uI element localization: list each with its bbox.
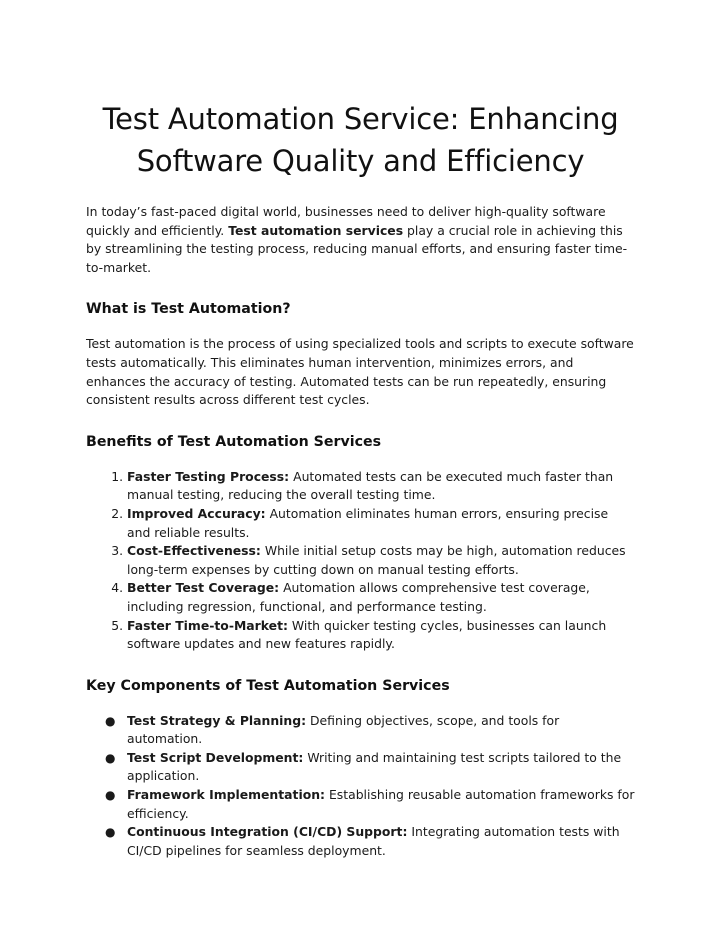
- list-item: [105, 786, 635, 823]
- intro-text-start: In today’s fast-paced digital world, businesses need to deliver high-quality software quickly and efficiently.: [86, 204, 606, 238]
- list-item-term: Framework Implementation:: [127, 787, 326, 803]
- intro-bold-text: Test automation services: [228, 222, 404, 238]
- section-heading-key-components: Key Components of Test Automation Services: [86, 677, 450, 694]
- list-item-term: Faster Testing Process:: [127, 468, 290, 484]
- list-item-text: With quicker testing cycles, businesses can launch software updates and new features rapidly.: [127, 617, 607, 652]
- list-item: [105, 823, 635, 860]
- section-heading-benefits: Benefits of Test Automation Services: [86, 433, 382, 450]
- list-item-term: Improved Accuracy:: [127, 505, 266, 521]
- list-item-text: Automation allows comprehensive test coverage, including regression, functional, and performance testing.: [127, 580, 590, 614]
- list-item-text: Automated tests can be executed much faster than manual testing, reducing the overall testing time.: [127, 468, 614, 503]
- list-item: [105, 749, 635, 786]
- list-item-term: Better Test Coverage:: [127, 580, 280, 596]
- section-heading-what-is: What is Test Automation?: [86, 301, 291, 318]
- title-line-2: Software Quality and Efficiency: [136, 144, 585, 178]
- list-item: [127, 505, 635, 542]
- benefits-list: [86, 468, 635, 654]
- list-item-term: Continuous Integration (CI/CD) Support:: [127, 824, 408, 840]
- list-item-text: Integrating automation tests with CI/CD pipelines for seamless deployment.: [127, 824, 620, 858]
- list-item: [127, 617, 635, 654]
- list-item-term: Faster Time-to-Market:: [127, 617, 288, 633]
- bullet-icon: ●: [105, 788, 116, 803]
- list-item: [127, 542, 635, 579]
- list-item: [127, 579, 635, 616]
- list-item: [105, 712, 635, 749]
- title-line-1: Test Automation Service: Enhancing: [102, 102, 619, 136]
- intro-text-end: play a crucial role in achieving this by streamlining the testing process, reducing manual efforts, and ensuring faster time-to-market.: [86, 222, 628, 275]
- list-item-term: Test Strategy & Planning:: [127, 712, 307, 728]
- intro-paragraph: [86, 203, 635, 277]
- components-list: [86, 712, 635, 861]
- list-item-term: Test Script Development:: [127, 749, 304, 765]
- bullet-icon: ●: [105, 825, 116, 840]
- list-item: [127, 468, 635, 505]
- list-item-text: While initial setup costs may be high, automation reduces long-term expenses by cutting down on manual testing efforts.: [127, 543, 626, 577]
- section-what-is-paragraph: Test automation is the process of using specialized tools and scripts to execute software tests automatically. This eliminates human intervention, minimizes errors, and enhances the accuracy of testing. Automated tests can be run repeatedly, ensuring consistent results across different test cycles.: [86, 336, 634, 408]
- bullet-icon: ●: [105, 750, 116, 765]
- list-item-text: Writing and maintaining test scripts tailored to the application.: [127, 749, 622, 784]
- bullet-icon: ●: [105, 713, 116, 728]
- list-item-text: Defining objectives, scope, and tools for automation.: [127, 712, 560, 747]
- document-title: [86, 98, 635, 182]
- list-item-text: Establishing reusable automation frameworks for efficiency.: [127, 787, 635, 821]
- list-item-text: Automation eliminates human errors, ensuring precise and reliable results.: [127, 505, 609, 540]
- list-item-term: Cost-Effectiveness:: [127, 543, 261, 559]
